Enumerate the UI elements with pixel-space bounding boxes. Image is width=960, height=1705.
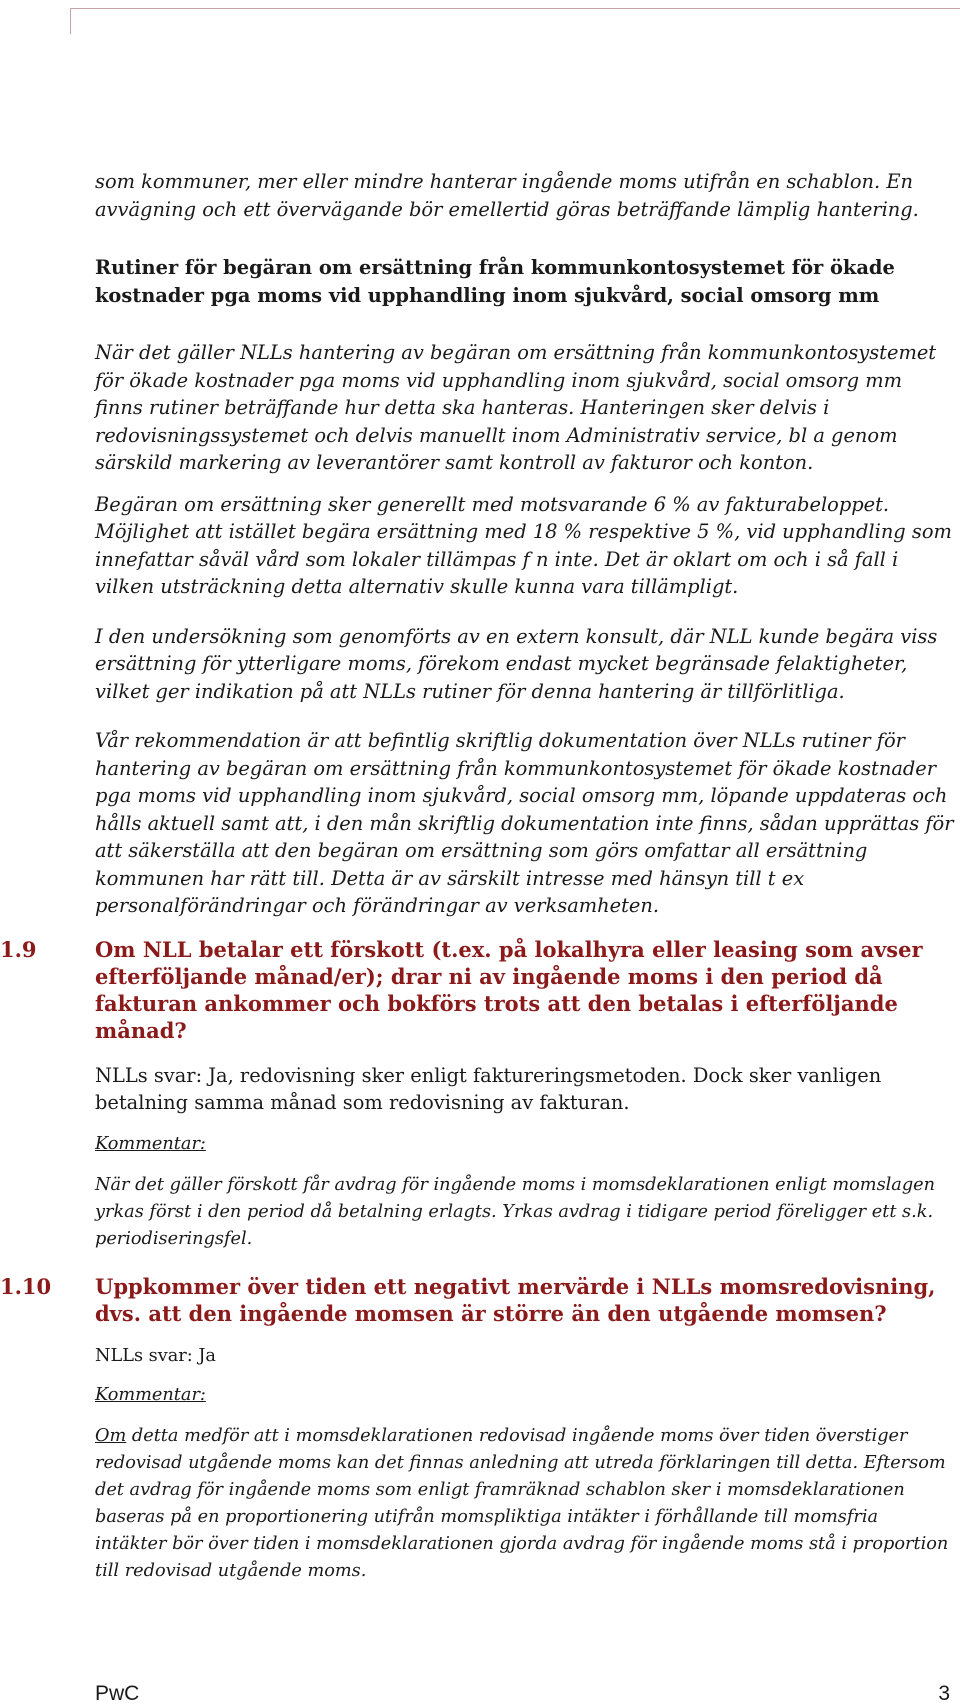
section-1-9	[0, 936, 955, 1253]
comment-label: Kommentar:	[95, 1133, 206, 1154]
paragraph-1: När det gäller NLLs hantering av begäran om ersättning från kommunkontosystemet för ökade kostnader pga moms vid upphandling inom sjukvård, social omsorg mm finns rutiner beträffande hur detta ska hanteras. Hanteringen sker delvis i redovisningssystemet och delvis manuellt inom Administrativ service, bl a genom särskild markering av leverantörer samt kontroll av fakturor och konton.	[95, 341, 937, 474]
paragraph-2: Begäran om ersättning sker generellt med motsvarande 6 % av fakturabeloppet. Möjlighet att istället begära ersättning med 18 % respektive 5 %, vid upphandling som innefattar såväl vård som lokaler tillämpas f n inte. Det är oklart om och i så fall i vilken utsträckning detta alternativ skulle kunna vara tillämpligt.	[95, 492, 952, 598]
paragraph-3: I den undersökning som genomförts av en extern konsult, där NLL kunde begära viss ersättning för ytterligare moms, förekom endast mycket begränsade felaktigheter, vilket ger indikation på att NLLs rutiner för denna hantering är tillförlitliga.	[95, 624, 938, 703]
section-number: 1.9	[0, 936, 37, 962]
footer-brand: PwC	[95, 1682, 140, 1705]
header-rule-corner	[70, 8, 71, 34]
comment-label: Kommentar:	[95, 1385, 206, 1405]
section-1-10	[0, 1273, 955, 1586]
comment-rest: detta medför att i momsdeklarationen redovisad ingående moms över tiden överstiger redovisad utgående moms kan det finnas anledning att utreda förklaringen till detta. Eftersom det avdrag för ingående moms som enligt framräknad schablon sker i momsdeklarationen baseras på en proportionering utifrån momspliktiga intäkter i förhållande till momsfria intäkter bör över tiden i momsdeklarationen gjorda avdrag för ingående moms stå i proportion till redovisad utgående moms.	[95, 1426, 949, 1581]
section-heading: Om NLL betalar ett förskott (t.ex. på lokalhyra eller leasing som avser efterföljande månad/er); drar ni av ingående moms i den period då fakturan ankommer och bokförs trots att den betalas i efterföljande månad?	[95, 936, 923, 1043]
comment-first-word: Om	[95, 1426, 127, 1446]
document-body	[0, 168, 955, 1585]
section-number: 1.10	[0, 1273, 52, 1299]
section-heading: Uppkommer över tiden ett negativt mervärde i NLLs momsredovisning, dvs. att den ingående momsen är större än den utgående momsen?	[95, 1273, 936, 1326]
page-number: 3	[938, 1682, 950, 1705]
section-answer: NLLs svar: Ja, redovisning sker enligt faktureringsmetoden. Dock sker vanligen betalning samma månad som redovisning av fakturan.	[95, 1063, 882, 1114]
subheading: Rutiner för begäran om ersättning från kommunkontosystemet för ökade kostnader pga moms vid upphandling inom sjukvård, social omsorg mm	[95, 256, 895, 307]
header-rule	[70, 8, 960, 9]
section-comment	[95, 1423, 955, 1585]
paragraph-4: Vår rekommendation är att befintlig skriftlig dokumentation över NLLs rutiner för hantering av begäran om ersättning från kommunkontosystemet för ökade kostnader pga moms vid upphandling inom sjukvård, social omsorg mm, löpande uppdateras och hålls aktuell samt att, i den mån skriftlig dokumentation inte finns, sådan upprättas för att säkerställa att den begäran om ersättning som görs omfattar all ersättning kommunen har rätt till. Detta är av särskilt intresse med hänsyn till t ex personalförändringar och förändringar av verksamheten.	[95, 729, 954, 917]
intro-paragraph: som kommuner, mer eller mindre hanterar ingående moms utifrån en schablon. En avvägning och ett övervägande bör emellertid göras beträffande lämplig hantering.	[95, 170, 919, 221]
section-answer: NLLs svar: Ja	[95, 1345, 216, 1366]
section-comment: När det gäller förskott får avdrag för ingående moms i momsdeklarationen enligt momslagen yrkas först i den period då betalning erlagts. Yrkas avdrag i tidigare period föreligger ett s.k. periodiseringsfel.	[95, 1174, 936, 1249]
